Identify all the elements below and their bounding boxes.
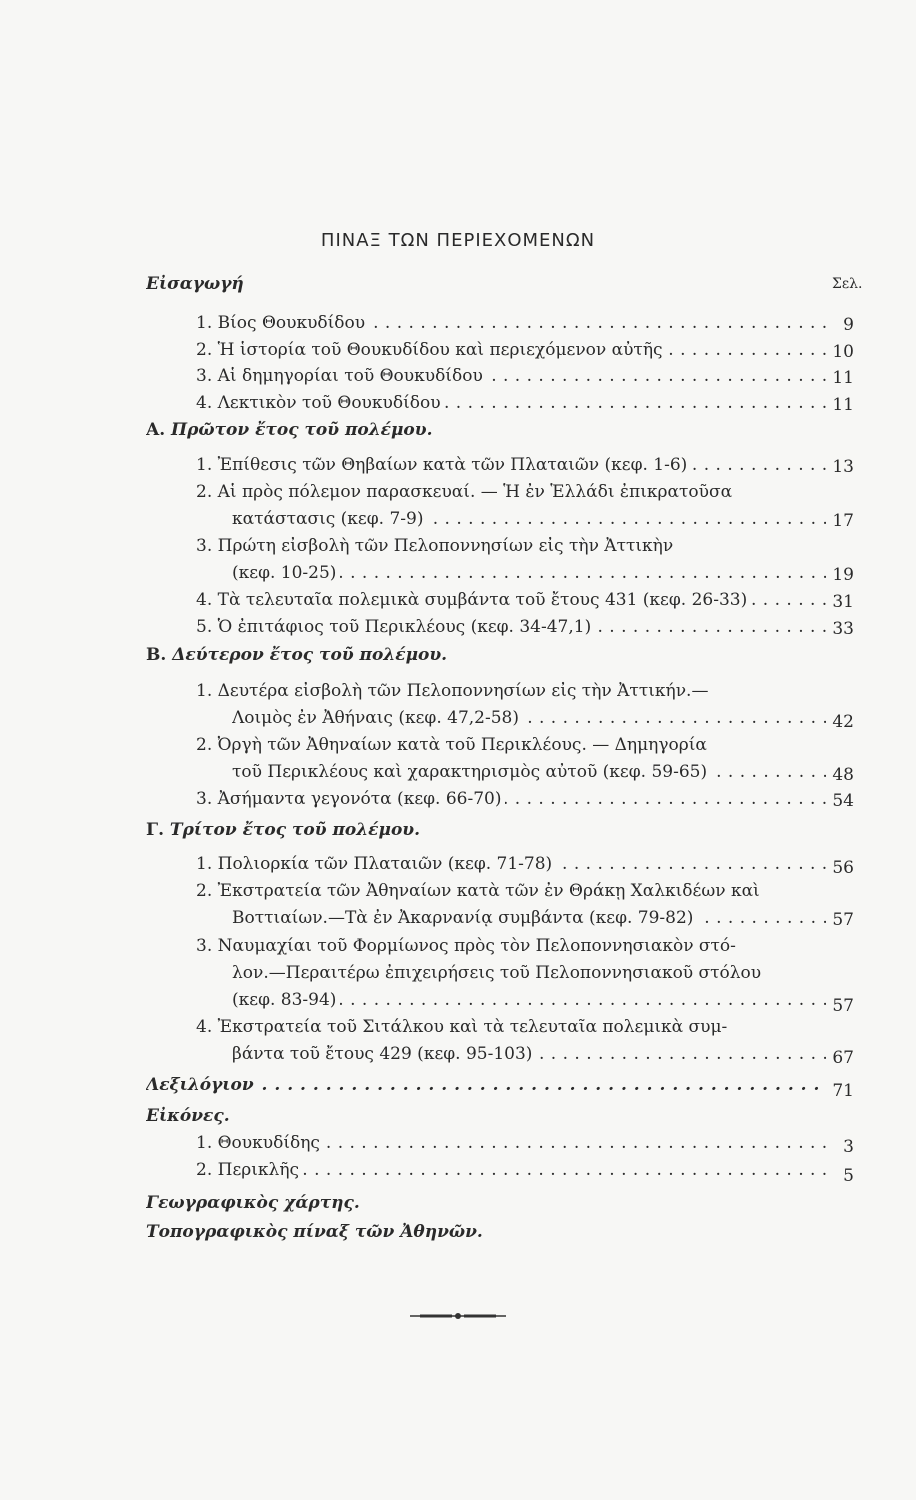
images-heading: Εἰκόνες.	[146, 1106, 230, 1126]
toc-entry-cont: κατάστασις (κεφ. 7-9) . . .	[232, 507, 826, 531]
toc-entry-cont: Λοιμὸς ἐν Ἀθήναις (κεφ. 47,2-58) . . .	[232, 706, 826, 730]
toc-entry-cont: βάντα τοῦ ἔτους 429 (κεφ. 95-103) . . .	[232, 1042, 826, 1066]
page-number: 13	[832, 457, 854, 477]
glossary-entry: Λεξιλόγιον . . .	[146, 1073, 826, 1097]
toc-entry: 4. Λεκτικὸν τοῦ Θουκυδίδου . . .	[196, 391, 826, 415]
map-entry: Τοπογραφικὸς πίναξ τῶν Ἀθηνῶν.	[146, 1222, 483, 1242]
page-number: 33	[832, 619, 854, 639]
page-number: 71	[832, 1081, 854, 1101]
toc-entry-line: 1. Δευτέρα εἰσβολὴ τῶν Πελοποννησίων εἰς τὴν Ἀττικήν.—	[196, 681, 709, 701]
intro-heading: Εἰσαγωγή	[146, 274, 244, 294]
toc-entry-cont: (κεφ. 10-25) . . .	[232, 561, 826, 585]
toc-entry-cont: Βοττιαίων.—Τὰ ἐν Ἀκαρνανίᾳ συμβάντα (κεφ. 79-82) . . .	[232, 906, 826, 930]
page-number: 10	[832, 342, 854, 362]
page-number: 19	[832, 565, 854, 585]
toc-entry: 3. Αἱ δημηγορίαι τοῦ Θουκυδίδου . . .	[196, 364, 826, 388]
toc-entry-cont: τοῦ Περικλέους καὶ χαρακτηρισμὸς αὐτοῦ (κεφ. 59-65) . . .	[232, 760, 826, 784]
toc-entry: 1. Ἐπίθεσις τῶν Θηβαίων κατὰ τῶν Πλαταιῶν (κεφ. 1-6) . . .	[196, 453, 826, 477]
toc-entry-line: 4. Ἐκστρατεία τοῦ Σιτάλκου καὶ τὰ τελευταῖα πολεμικὰ συμ-	[196, 1017, 728, 1037]
page-number: 11	[832, 368, 854, 388]
toc-entry: 4. Τὰ τελευταῖα πολεμικὰ συμβάντα τοῦ ἔτους 431 (κεφ. 26-33) . . .	[196, 588, 826, 612]
page-number: 31	[832, 592, 854, 612]
toc-entry: 1. Βίος Θουκυδίδου . . .	[196, 311, 826, 335]
section-heading-c: Γ. Τρίτον ἔτος τοῦ πολέμου.	[146, 820, 420, 840]
page-number: 67	[832, 1048, 854, 1068]
toc-entry-line: 3. Πρώτη εἰσβολὴ τῶν Πελοποννησίων εἰς τὴν Ἀττικὴν	[196, 536, 674, 556]
section-heading-b: Β. Δεύτερον ἔτος τοῦ πολέμου.	[146, 645, 448, 665]
toc-entry: 2. Περικλῆς . . .	[196, 1158, 826, 1182]
page-number: 5	[843, 1166, 854, 1186]
section-heading-a: Α. Πρῶτον ἔτος τοῦ πολέμου.	[146, 420, 433, 440]
page-number: 48	[832, 765, 854, 785]
toc-entry-line: λον.—Περαιτέρω ἐπιχειρήσεις τοῦ Πελοποννησιακοῦ στόλου	[232, 963, 762, 983]
page-number: 17	[832, 511, 854, 531]
toc-entry-line: 2. Ἐκστρατεία τῶν Ἀθηναίων κατὰ τῶν ἐν Θράκῃ Χαλκιδέων καὶ	[196, 881, 760, 901]
page-number: 57	[832, 910, 854, 930]
toc-entry: 5. Ὁ ἐπιτάφιος τοῦ Περικλέους (κεφ. 34-47,1) . . .	[196, 615, 826, 639]
page-number: 9	[843, 315, 854, 335]
toc-entry: 1. Θουκυδίδης . . .	[196, 1131, 826, 1155]
toc-entry-cont: (κεφ. 83-94) . . .	[232, 988, 826, 1012]
ornament-divider-icon	[408, 1310, 508, 1322]
toc-entry-line: 3. Ναυμαχίαι τοῦ Φορμίωνος πρὸς τὸν Πελοποννησιακὸν στό-	[196, 936, 736, 956]
page-number: 3	[843, 1137, 854, 1157]
page-number: 57	[832, 996, 854, 1016]
page-column-label: Σελ.	[832, 276, 863, 292]
toc-entry-line: 2. Αἱ πρὸς πόλεμον παρασκευαί. — Ἡ ἐν Ἑλλάδι ἐπικρατοῦσα	[196, 482, 733, 502]
toc-entry: 1. Πολιορκία τῶν Πλαταιῶν (κεφ. 71-78) . . .	[196, 852, 826, 876]
toc-entry-line: 2. Ὀργὴ τῶν Ἀθηναίων κατὰ τοῦ Περικλέους. — Δημηγορία	[196, 735, 707, 755]
page-title: ΠΙΝΑΞ ΤΩΝ ΠΕΡΙΕΧΟΜΕΝΩΝ	[320, 230, 596, 251]
page-number: 54	[832, 791, 854, 811]
page-number: 42	[832, 712, 854, 732]
toc-entry: 2. Ἡ ἱστορία τοῦ Θουκυδίδου καὶ περιεχόμενον αὐτῆς . . .	[196, 338, 826, 362]
map-entry: Γεωγραφικὸς χάρτης.	[146, 1193, 360, 1213]
page-number: 11	[832, 395, 854, 415]
toc-entry: 3. Ἀσήμαντα γεγονότα (κεφ. 66-70) . . .	[196, 787, 826, 811]
page-number: 56	[832, 858, 854, 878]
